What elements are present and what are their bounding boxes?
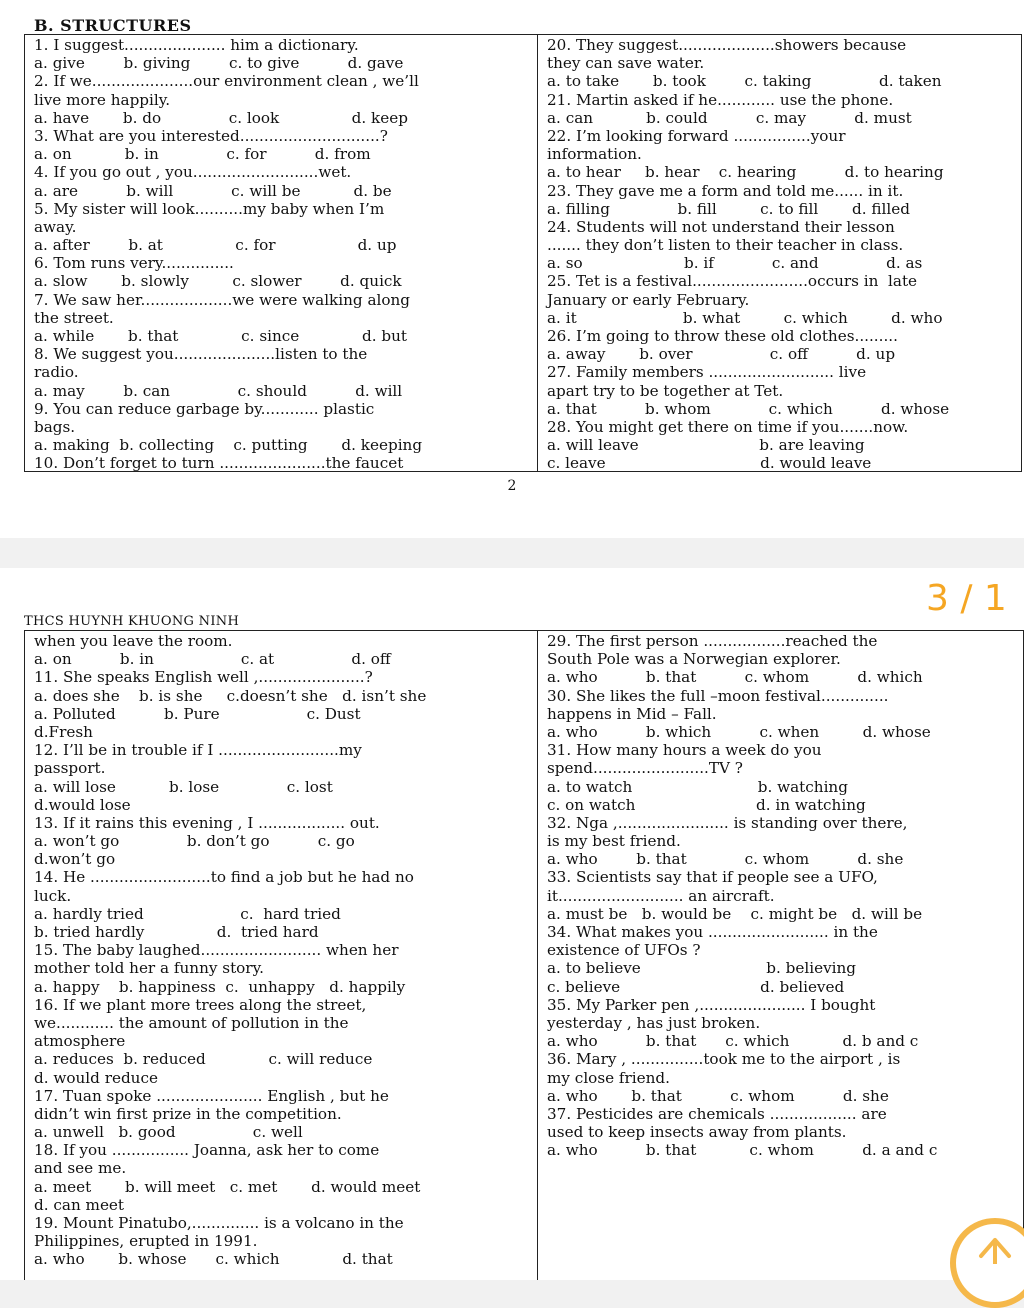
text-line — [34, 254, 530, 272]
text-line — [34, 1178, 530, 1196]
text-line — [34, 145, 530, 163]
line-text: a. are b. will c. will be d. be — [34, 181, 392, 200]
line-text: they can save water. — [547, 54, 705, 73]
line-text: 24. Students will not understand their lesson — [547, 217, 895, 236]
text-line — [547, 1141, 1015, 1159]
line-text: a. reduces b. reduced c. will reduce — [34, 1050, 373, 1069]
text-line — [547, 72, 1013, 90]
text-line — [547, 418, 1013, 436]
text-line — [34, 272, 530, 290]
text-line — [34, 905, 530, 923]
arrow-up-icon — [978, 1234, 1012, 1264]
line-text: a. will lose b. lose c. lost — [34, 777, 333, 796]
line-text: 36. Mary , ...............took me to the airport , is — [547, 1050, 901, 1069]
text-line — [547, 327, 1013, 345]
line-text: c. on watch d. in watching — [547, 795, 866, 814]
text-line — [34, 668, 530, 686]
line-text: a. does she b. is she c.doesn’t she d. isn’t she — [34, 686, 427, 705]
line-text: d. would reduce — [34, 1068, 158, 1087]
text-line — [547, 91, 1013, 109]
exercise-table-1 — [24, 34, 1022, 472]
line-text: 17. Tuan spoke ...................... English , but he — [34, 1086, 389, 1105]
text-line — [34, 1250, 530, 1268]
text-line — [547, 887, 1015, 905]
line-text: a. to take b. took c. taking d. taken — [547, 72, 942, 91]
line-text: the street. — [34, 308, 114, 327]
text-line — [34, 309, 530, 327]
line-text: Philippines, erupted in 1991. — [34, 1232, 258, 1251]
text-line — [547, 363, 1013, 381]
line-text: 26. I’m going to throw these old clothes......... — [547, 327, 898, 345]
text-line — [34, 832, 530, 850]
text-line — [34, 363, 530, 381]
line-text: 6. Tom runs very............... — [34, 254, 234, 273]
line-text: 4. If you go out , you..........................wet. — [34, 163, 352, 182]
line-text: a. who b. that c. whom d. she — [547, 850, 904, 869]
text-line — [547, 236, 1013, 254]
line-text: a. Polluted b. Pure c. Dust — [34, 704, 361, 723]
line-text: a. to hear b. hear c. hearing d. to hearing — [547, 163, 944, 182]
text-line — [34, 182, 530, 200]
page-counter: 3 / 1 — [926, 578, 1007, 619]
line-text: my close friend. — [547, 1068, 670, 1087]
line-text: a. who b. that c. which d. b and c — [547, 1032, 919, 1051]
line-text: a. who b. that c. whom d. a and c — [547, 1141, 938, 1160]
line-text: a. happy b. happiness c. unhappy d. happily — [34, 977, 406, 996]
text-line — [547, 778, 1015, 796]
text-line — [34, 796, 530, 814]
line-text: 10. Don’t forget to turn ......................the faucet — [34, 454, 404, 473]
line-text: a. have b. do c. look d. keep — [34, 108, 408, 127]
right-column — [547, 36, 1013, 473]
line-text: 7. We saw her...................we were walking along — [34, 290, 411, 309]
line-text: c. believe d. believed — [547, 977, 845, 996]
line-text: a. on b. in c. for d. from — [34, 145, 371, 164]
text-line — [34, 850, 530, 868]
line-text: 21. Martin asked if he............ use the phone. — [547, 90, 894, 109]
text-line — [547, 436, 1013, 454]
line-text: is my best friend. — [547, 832, 681, 851]
line-text: a. must be b. would be c. might be d. will be — [547, 904, 923, 923]
text-line — [547, 454, 1013, 472]
line-text: when you leave the room. — [34, 632, 233, 650]
line-text: 30. She likes the full –moon festival.............. — [547, 686, 889, 705]
text-line — [547, 759, 1015, 777]
text-line — [547, 705, 1015, 723]
line-text: live more happily. — [34, 90, 171, 109]
text-line — [34, 632, 530, 650]
text-line — [34, 418, 530, 436]
text-line — [547, 632, 1015, 650]
line-text: a. away b. over c. off d. up — [547, 345, 896, 364]
line-text: c. leave d. would leave — [547, 454, 872, 473]
line-text: 9. You can reduce garbage by............ plastic — [34, 399, 375, 418]
line-text: South Pole was a Norwegian explorer. — [547, 650, 841, 669]
text-line — [34, 109, 530, 127]
text-line — [547, 1123, 1015, 1141]
text-line — [34, 436, 530, 454]
line-text: a. hardly tried c. hard tried — [34, 904, 341, 923]
text-line — [34, 650, 530, 668]
text-line — [34, 327, 530, 345]
line-text: 15. The baby laughed......................... when her — [34, 941, 399, 960]
line-text: 25. Tet is a festival........................occurs in late — [547, 272, 918, 291]
text-line — [34, 36, 530, 54]
text-line — [547, 182, 1013, 200]
text-line — [547, 741, 1015, 759]
text-line — [547, 832, 1015, 850]
text-line — [547, 400, 1013, 418]
line-text: a. to believe b. believing — [547, 959, 857, 978]
text-line — [34, 723, 530, 741]
text-line — [34, 291, 530, 309]
line-text: happens in Mid – Fall. — [547, 704, 717, 723]
text-line — [34, 72, 530, 90]
text-line — [34, 1123, 530, 1141]
text-line — [547, 309, 1013, 327]
text-line — [34, 978, 530, 996]
text-line — [34, 91, 530, 109]
line-text: 32. Nga ,....................... is standing over there, — [547, 813, 908, 832]
line-text: information. — [547, 145, 642, 164]
text-line — [547, 959, 1015, 977]
column-divider — [537, 35, 538, 471]
text-line — [547, 272, 1013, 290]
text-line — [547, 1105, 1015, 1123]
text-line — [34, 887, 530, 905]
text-line — [547, 36, 1013, 54]
line-text: 27. Family members .......................... live — [547, 363, 867, 382]
line-text: a. meet b. will meet c. met d. would meet — [34, 1177, 421, 1196]
text-line — [34, 1196, 530, 1214]
line-text: yesterday , has just broken. — [547, 1013, 761, 1032]
left-column — [34, 36, 530, 473]
text-line — [547, 723, 1015, 741]
line-text: d. can meet — [34, 1195, 125, 1214]
text-line — [547, 868, 1015, 886]
line-text: 2. If we.....................our environment clean , we’ll — [34, 72, 419, 91]
text-line — [34, 759, 530, 777]
line-text: didn’t win first prize in the competition. — [34, 1104, 342, 1123]
line-text: 11. She speaks English well ,......................? — [34, 668, 373, 687]
line-text: a. will leave b. are leaving — [547, 436, 865, 455]
line-text: bags. — [34, 417, 76, 436]
line-text: a. who b. that c. whom d. which — [547, 668, 923, 687]
line-text: 18. If you ................ Joanna, ask her to come — [34, 1141, 380, 1160]
line-text: a. who b. that c. whom d. she — [547, 1086, 889, 1105]
text-line — [547, 200, 1013, 218]
text-line — [34, 218, 530, 236]
text-line — [547, 978, 1015, 996]
line-text: radio. — [34, 363, 79, 382]
line-text: luck. — [34, 886, 72, 905]
line-text: 35. My Parker pen ,...................... I bought — [547, 995, 876, 1014]
text-line — [547, 382, 1013, 400]
text-line — [547, 218, 1013, 236]
text-line — [34, 1050, 530, 1068]
text-line — [34, 705, 530, 723]
scroll-to-top-button[interactable] — [950, 1218, 1024, 1308]
line-text: a. it b. what c. which d. who — [547, 308, 943, 327]
line-text: a. so b. if c. and d. as — [547, 254, 923, 273]
text-line — [547, 254, 1013, 272]
text-line — [34, 236, 530, 254]
text-line — [34, 127, 530, 145]
text-line — [34, 778, 530, 796]
right-column — [547, 632, 1015, 1159]
line-text: 5. My sister will look..........my baby when I’m — [34, 199, 385, 218]
text-line — [34, 200, 530, 218]
text-line — [547, 345, 1013, 363]
text-line — [547, 996, 1015, 1014]
line-text: d.won’t go — [34, 850, 116, 869]
line-text: d.Fresh — [34, 722, 93, 741]
text-line — [547, 145, 1013, 163]
text-line — [547, 905, 1015, 923]
line-text: b. tried hardly d. tried hard — [34, 923, 319, 941]
line-text: 23. They gave me a form and told me...... in it. — [547, 181, 904, 200]
line-text: passport. — [34, 759, 106, 778]
line-text: 3. What are you interested.............................? — [34, 126, 388, 145]
text-line — [34, 996, 530, 1014]
line-text: a. while b. that c. since d. but — [34, 327, 407, 345]
line-text: 22. I’m looking forward ................your — [547, 126, 846, 145]
text-line — [547, 1069, 1015, 1087]
section-heading: B. STRUCTURES — [34, 16, 192, 35]
text-line — [34, 1232, 530, 1250]
text-line — [34, 1087, 530, 1105]
text-line — [547, 796, 1015, 814]
line-text: a. making b. collecting c. putting d. keeping — [34, 436, 423, 455]
line-text: a. can b. could c. may d. must — [547, 108, 912, 127]
text-line — [34, 382, 530, 400]
line-text: 16. If we plant more trees along the street, — [34, 995, 367, 1014]
text-line — [547, 814, 1015, 832]
text-line — [34, 1141, 530, 1159]
text-line — [34, 1069, 530, 1087]
line-text: 8. We suggest you.....................listen to the — [34, 345, 368, 364]
text-line — [34, 1105, 530, 1123]
text-line — [34, 163, 530, 181]
text-line — [34, 1014, 530, 1032]
text-line — [547, 650, 1015, 668]
text-line — [547, 850, 1015, 868]
line-text: atmosphere — [34, 1032, 126, 1051]
column-divider — [537, 631, 538, 1280]
line-text: a. that b. whom c. which d. whose — [547, 399, 950, 418]
line-text: a. unwell b. good c. well — [34, 1123, 303, 1142]
text-line — [547, 109, 1013, 127]
line-text: a. won’t go b. don’t go c. go — [34, 832, 355, 851]
text-line — [34, 54, 530, 72]
text-line — [34, 814, 530, 832]
text-line — [547, 687, 1015, 705]
text-line — [547, 1014, 1015, 1032]
line-text: d.would lose — [34, 795, 131, 814]
text-line — [547, 1087, 1015, 1105]
text-line — [34, 741, 530, 759]
document-page-1 — [0, 0, 1024, 538]
line-text: a. slow b. slowly c. slower d. quick — [34, 272, 402, 291]
line-text: 13. If it rains this evening , I .................. out. — [34, 813, 380, 832]
line-text: 28. You might get there on time if you.......now. — [547, 417, 909, 436]
line-text: a. may b. can c. should d. will — [34, 381, 403, 400]
line-text: existence of UFOs ? — [547, 941, 701, 960]
line-text: 37. Pesticides are chemicals .................. are — [547, 1104, 887, 1123]
line-text: apart try to be together at Tet. — [547, 381, 784, 400]
line-text: 29. The first person .................reached the — [547, 632, 878, 650]
line-text: a. filling b. fill c. to fill d. filled — [547, 199, 910, 218]
text-line — [547, 54, 1013, 72]
line-text: we............ the amount of pollution in the — [34, 1013, 349, 1032]
line-text: away. — [34, 217, 77, 236]
text-line — [547, 163, 1013, 181]
line-text: 34. What makes you ......................... in the — [547, 923, 878, 941]
text-line — [34, 1032, 530, 1050]
text-line — [34, 1159, 530, 1177]
line-text: 33. Scientists say that if people see a UFO, — [547, 868, 878, 887]
text-line — [34, 454, 530, 472]
text-line — [34, 1214, 530, 1232]
school-name: THCS HUYNH KHUONG NINH — [24, 614, 240, 629]
line-text: 31. How many hours a week do you — [547, 741, 822, 760]
text-line — [34, 345, 530, 363]
text-line — [34, 687, 530, 705]
line-text: January or early February. — [547, 290, 750, 309]
text-line — [547, 941, 1015, 959]
line-text: a. who b. whose c. which d. that — [34, 1250, 393, 1269]
text-line — [547, 1032, 1015, 1050]
text-line — [547, 291, 1013, 309]
line-text: a. give b. giving c. to give d. gave — [34, 54, 404, 73]
line-text: ....... they don’t listen to their teacher in class. — [547, 236, 904, 255]
text-line — [547, 1050, 1015, 1068]
line-text: a. after b. at c. for d. up — [34, 236, 397, 255]
text-line — [547, 923, 1015, 941]
line-text: spend........................TV ? — [547, 759, 743, 778]
text-line — [34, 941, 530, 959]
line-text: a. who b. which c. when d. whose — [547, 722, 931, 741]
line-text: 1. I suggest..................... him a dictionary. — [34, 36, 359, 54]
line-text: 20. They suggest....................showers because — [547, 36, 907, 54]
line-text: mother told her a funny story. — [34, 959, 264, 978]
line-text: a. to watch b. watching — [547, 777, 848, 796]
line-text: 14. He .........................to find a job but he had no — [34, 868, 414, 887]
line-text: 12. I’ll be in trouble if I .........................my — [34, 741, 362, 760]
line-text: it.......................... an aircraft. — [547, 886, 775, 905]
line-text: 19. Mount Pinatubo,.............. is a volcano in the — [34, 1214, 404, 1232]
line-text: a. on b. in c. at d. off — [34, 650, 391, 669]
left-column — [34, 632, 530, 1269]
text-line — [34, 959, 530, 977]
text-line — [547, 668, 1015, 686]
line-text: used to keep insects away from plants. — [547, 1123, 847, 1142]
text-line — [547, 127, 1013, 145]
text-line — [34, 868, 530, 886]
text-line — [34, 923, 530, 941]
page-number: 2 — [507, 478, 517, 494]
text-line — [34, 400, 530, 418]
exercise-table-2 — [24, 630, 1024, 1280]
line-text: and see me. — [34, 1159, 127, 1178]
